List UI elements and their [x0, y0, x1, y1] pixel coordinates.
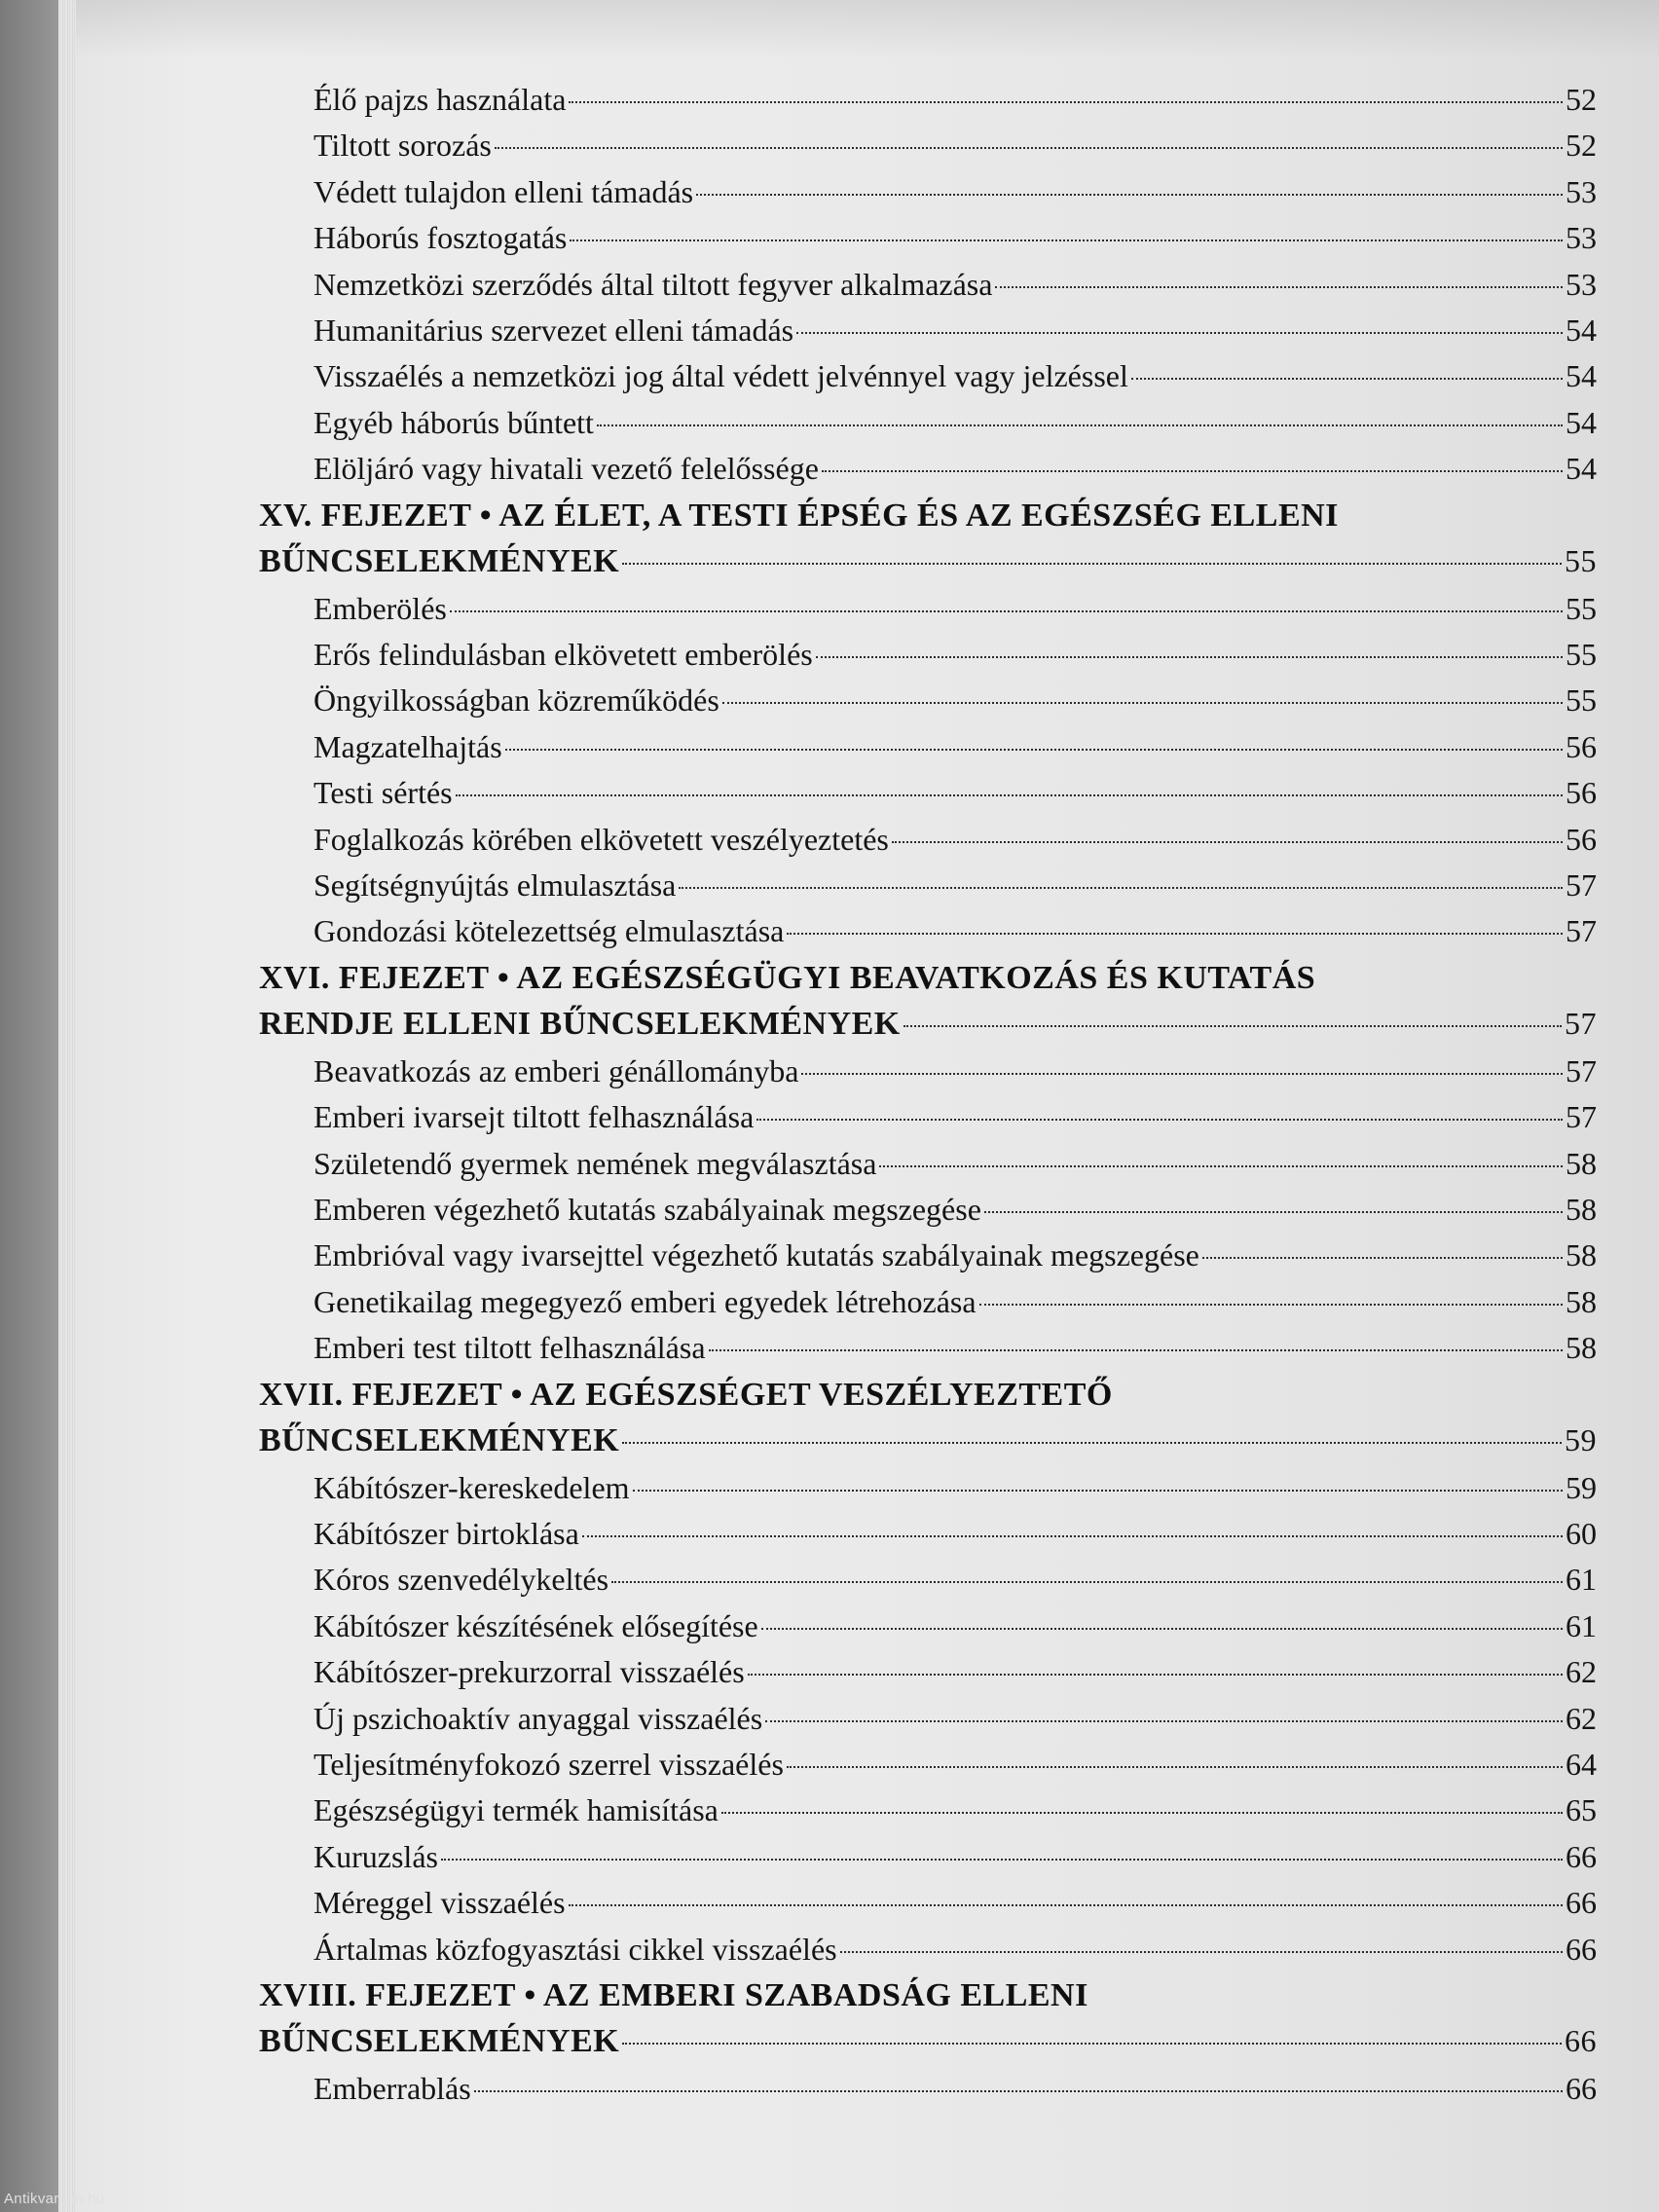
chapter-entry	[259, 1006, 1597, 1043]
toc-page-number: 58	[1566, 1145, 1597, 1181]
toc-entry-title: Emberrablás	[313, 2071, 471, 2106]
chapter-entry	[259, 1422, 1597, 1459]
toc-entry	[313, 2071, 1597, 2107]
toc-entry	[313, 1701, 1597, 1737]
toc-entry	[313, 867, 1597, 903]
toc-entry-title: Gondozási kötelezettség elmulasztása	[313, 913, 785, 949]
dot-leader	[879, 1165, 1563, 1167]
toc-entry-title: Kábítószer-prekurzorral visszaélés	[313, 1654, 745, 1690]
toc-page-number: 57	[1566, 867, 1597, 903]
toc-page-number: 57	[1565, 1005, 1597, 1041]
dot-leader	[1202, 1257, 1563, 1259]
dot-leader	[787, 1766, 1563, 1768]
dot-leader	[787, 933, 1563, 935]
dot-leader	[748, 1674, 1563, 1676]
toc-entry-title: Egészségügyi termék hamisítása	[313, 1792, 719, 1828]
toc-entry	[313, 358, 1597, 394]
toc-page-number: 54	[1566, 358, 1597, 394]
dot-leader	[761, 1628, 1563, 1630]
chapter-heading: XVI. FEJEZET • AZ EGÉSZSÉGÜGYI BEAVATKOZÁS ÉS KUTATÁS	[259, 959, 1316, 996]
chapter-heading: XVIII. FEJEZET • AZ EMBERI SZABADSÁG ELLENI	[259, 1977, 1088, 2013]
dot-leader	[570, 240, 1563, 241]
toc-entry-title: Visszaélés a nemzetközi jog által védett jelvénnyel vagy jelzéssel	[313, 358, 1128, 394]
chapter-entry	[259, 543, 1597, 580]
dot-leader	[495, 147, 1563, 149]
toc-entry	[313, 451, 1597, 487]
toc-entry-title: Egyéb háborús bűntett	[313, 404, 594, 440]
toc-entry	[313, 174, 1597, 210]
toc-entry-title: Ártalmas közfogyasztási cikkel visszaélés	[313, 1931, 837, 1967]
toc-entry-title: Magzatelhajtás	[313, 728, 502, 764]
toc-page-number: 53	[1566, 220, 1597, 256]
toc-page-number: 55	[1566, 637, 1597, 672]
toc-entry-title: Emberen végezhető kutatás szabályainak megszegése	[313, 1192, 981, 1227]
toc-entry	[313, 1654, 1597, 1690]
toc-entry-title: Kábítószer birtoklása	[313, 1516, 579, 1551]
toc-entry	[313, 1516, 1597, 1552]
toc-entry-title: Kóros szenvedélykeltés	[313, 1562, 609, 1598]
toc-entry	[313, 729, 1597, 765]
toc-entry-title: Védett tulajdon elleni támadás	[313, 173, 694, 209]
toc-entry	[313, 405, 1597, 441]
dot-leader	[840, 1951, 1563, 1953]
toc-page-number: 57	[1566, 1052, 1597, 1088]
toc-page-number: 66	[1566, 1838, 1597, 1874]
dot-leader	[611, 1581, 1563, 1583]
toc-entry	[313, 1885, 1597, 1921]
toc-entry	[313, 822, 1597, 858]
toc-page-number: 56	[1566, 775, 1597, 811]
toc-entry-title: Humanitárius szervezet elleni támadás	[313, 313, 794, 348]
toc-page-number: 64	[1566, 1747, 1597, 1782]
toc-entry-title: Élő pajzs használata	[313, 82, 567, 117]
toc-entry	[313, 913, 1597, 949]
dot-leader	[569, 101, 1563, 103]
dot-leader	[822, 470, 1563, 472]
toc-page-number: 61	[1566, 1562, 1597, 1598]
dot-leader	[892, 841, 1563, 843]
toc-entry-title: Elöljáró vagy hivatali vezető felelőssége	[313, 451, 819, 487]
toc-entry-title: Kuruzslás	[313, 1838, 438, 1874]
chapter-entry	[259, 2023, 1597, 2060]
toc-page-number: 58	[1566, 1237, 1597, 1273]
toc-entry-title: Emberi ivarsejt tiltott felhasználása	[313, 1099, 755, 1135]
toc-entry	[313, 1237, 1597, 1273]
chapter-title: BŰNCSELEKMÉNYEK	[259, 2023, 620, 2059]
toc-entry-title: Kábítószer-kereskedelem	[313, 1469, 630, 1505]
toc-entry-title: Emberi test tiltott felhasználása	[313, 1330, 706, 1366]
dot-leader	[450, 610, 1563, 612]
dot-leader	[721, 1812, 1563, 1814]
dot-leader	[505, 749, 1563, 751]
toc-page-number: 55	[1566, 590, 1597, 626]
dot-leader	[801, 1073, 1563, 1075]
dot-leader	[569, 1904, 1563, 1906]
toc-entry-title: Háborús fosztogatás	[313, 220, 568, 256]
dot-leader	[979, 1304, 1563, 1306]
chapter-title: RENDJE ELLENI BŰNCSELEKMÉNYEK	[259, 1005, 901, 1042]
toc-entry	[313, 313, 1597, 349]
toc-entry	[313, 128, 1597, 164]
toc-page-number: 57	[1566, 1099, 1597, 1135]
toc-entry-title: Segítségnyújtás elmulasztása	[313, 867, 677, 903]
toc-page-number: 56	[1566, 821, 1597, 857]
toc-page-number: 53	[1566, 266, 1597, 302]
toc-entry	[313, 591, 1597, 627]
toc-entry-title: Teljesítményfokozó szerrel visszaélés	[313, 1747, 784, 1782]
chapter-title: BŰNCSELEKMÉNYEK	[259, 542, 620, 579]
toc-page-number: 58	[1566, 1192, 1597, 1227]
dot-leader	[456, 794, 1563, 796]
toc-entry-title: Genetikailag megegyező emberi egyedek létrehozása	[313, 1283, 977, 1319]
toc-page-number: 58	[1566, 1283, 1597, 1319]
toc-entry	[313, 637, 1597, 673]
toc-page-number: 57	[1566, 913, 1597, 949]
toc-entry	[313, 1747, 1597, 1783]
toc-page-number: 66	[1566, 1885, 1597, 1921]
toc-entry-title: Öngyilkosságban közreműködés	[313, 682, 719, 719]
toc-page-number: 66	[1565, 2023, 1597, 2058]
toc-entry	[313, 1146, 1597, 1182]
toc-entry	[313, 220, 1597, 256]
dot-leader	[622, 2043, 1562, 2045]
dot-leader	[441, 1859, 1563, 1861]
dot-leader	[679, 887, 1563, 889]
toc-entry	[313, 267, 1597, 303]
toc-page-number: 56	[1566, 728, 1597, 764]
toc-entry	[313, 1839, 1597, 1875]
dot-leader	[1131, 378, 1563, 380]
dot-leader	[622, 563, 1562, 565]
dot-leader	[622, 1442, 1562, 1444]
toc-page-number: 66	[1566, 1931, 1597, 1967]
dot-leader	[984, 1211, 1563, 1213]
toc-entry	[313, 1792, 1597, 1828]
toc-entry	[313, 1099, 1597, 1135]
toc-entry-title: Születendő gyermek nemének megválasztása	[313, 1145, 877, 1181]
dot-leader	[816, 656, 1563, 658]
toc-entry-title: Emberölés	[313, 590, 447, 626]
toc-entry	[313, 1932, 1597, 1968]
watermark: Antikvarium.hu	[4, 2191, 105, 2207]
toc-entry	[313, 1562, 1597, 1598]
toc-entry-title: Méreggel visszaélés	[313, 1885, 566, 1921]
toc-entry-title: Új pszichoaktív anyaggal visszaélés	[313, 1700, 763, 1736]
toc-entry-title: Tiltott sorozás	[313, 128, 492, 164]
toc-page-number: 53	[1566, 173, 1597, 209]
toc-entry	[313, 775, 1597, 811]
toc-page-number: 54	[1566, 313, 1597, 348]
toc-page-number: 66	[1566, 2071, 1597, 2106]
toc-page-number: 65	[1566, 1792, 1597, 1828]
toc-entry	[313, 1192, 1597, 1228]
toc-page-number: 61	[1566, 1607, 1597, 1643]
dot-leader	[796, 332, 1563, 334]
dot-leader	[765, 1720, 1563, 1722]
toc-page-number: 52	[1566, 82, 1597, 117]
toc-entry	[313, 1608, 1597, 1644]
dot-leader	[756, 1119, 1563, 1121]
chapter-heading: XV. FEJEZET • AZ ÉLET, A TESTI ÉPSÉG ÉS AZ EGÉSZSÉG ELLENI	[259, 497, 1339, 534]
toc-page-number: 59	[1566, 1469, 1597, 1505]
dot-leader	[633, 1490, 1563, 1492]
dot-leader	[903, 1025, 1562, 1027]
toc-page-number: 59	[1565, 1421, 1597, 1457]
toc-page-number: 52	[1566, 128, 1597, 164]
toc-entry-title: Kábítószer készítésének elősegítése	[313, 1607, 758, 1643]
dot-leader	[474, 2090, 1563, 2092]
dot-leader	[722, 702, 1563, 704]
toc-page-number: 62	[1566, 1700, 1597, 1736]
toc-page-number: 62	[1566, 1654, 1597, 1690]
toc-entry-title: Embrióval vagy ivarsejttel végezhető kutatás szabályainak megszegése	[313, 1237, 1199, 1273]
dot-leader	[709, 1349, 1563, 1351]
toc-entry	[313, 1470, 1597, 1506]
toc-page-number: 54	[1566, 451, 1597, 487]
dot-leader	[696, 194, 1563, 196]
dot-leader	[582, 1535, 1563, 1537]
toc-entry	[313, 1053, 1597, 1089]
toc-entry	[313, 682, 1597, 719]
toc-entry-title: Nemzetközi szerződés által tiltott fegyver alkalmazása	[313, 266, 993, 302]
toc-page-number: 55	[1566, 682, 1597, 719]
toc-page-number: 54	[1566, 404, 1597, 440]
toc-page-number: 55	[1565, 542, 1597, 578]
dot-leader	[995, 286, 1563, 288]
toc-entry	[313, 1330, 1597, 1366]
toc-entry-title: Erős felindulásban elkövetett emberölés	[313, 637, 813, 672]
dot-leader	[597, 424, 1563, 426]
toc-entry	[313, 1284, 1597, 1320]
chapter-heading: XVII. FEJEZET • AZ EGÉSZSÉGET VESZÉLYEZTETŐ	[259, 1376, 1113, 1413]
toc-page-number: 60	[1566, 1516, 1597, 1551]
chapter-title: BŰNCSELEKMÉNYEK	[259, 1421, 620, 1458]
toc-entry	[313, 82, 1597, 118]
toc-entry-title: Testi sértés	[313, 775, 453, 811]
toc-entry-title: Beavatkozás az emberi génállományba	[313, 1052, 799, 1088]
toc-entry-title: Foglalkozás körében elkövetett veszélyeztetés	[313, 821, 889, 857]
toc-page-number: 58	[1566, 1330, 1597, 1366]
